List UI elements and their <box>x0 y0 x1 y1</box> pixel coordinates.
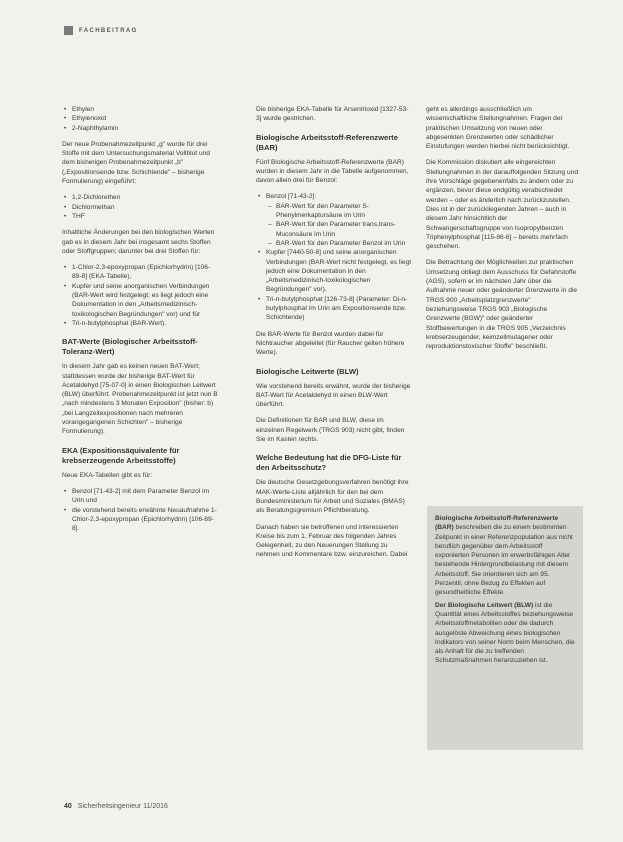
journal-name: Sicherheitsingenieur 11/2016 <box>77 803 168 810</box>
list-item: • Kupfer und seine anorganischen Verbindungen (BAR-Wert wird festgelegt; es liegt jedoch eine Dokumentation in den „Arbeitsmedizinisch-toxikologischen Begründungen" vor) und für <box>72 282 218 319</box>
paragraph: Der neue Probenahmezeitpunkt „g" wurde für drei Stoffe mit dem Untersuchungsmaterial Vollblut und dem bisherigen Probenahmezeitpunkt „b" („Expositionsende bzw. Schichtende" – bisherige Formulierung) eingeführt: <box>62 140 210 186</box>
page-number: 40 <box>64 803 72 810</box>
paragraph: Die bisherige EKA-Tabelle für Arsentrioxid [1327-53-3] wurde gestrichen. <box>256 106 409 123</box>
substance-list-1 <box>62 105 218 133</box>
section-label: FACHBEITRAG <box>79 27 138 34</box>
column-1 <box>62 105 218 540</box>
list-item: • 2-Naphthylamin <box>72 124 218 133</box>
heading-bar: Biologische Arbeitsstoff-Referenzwerte (BAR) <box>256 132 398 152</box>
bar-list <box>256 192 412 322</box>
list-item: • Ethylenoxid <box>72 114 218 123</box>
list-item <box>266 192 412 248</box>
blw-definition-text: ist die Quantität eines Arbeitsstoffes beziehungsweise Arbeitsstoffmetaboliten oder die dadurch ausgelöste Abweichung eines biologischen Indikators von seiner Norm beim Menschen, die als Anhalt für die zu treffenden Schutzmaßnahmen heranzuziehen ist. <box>435 601 575 665</box>
definition-box <box>427 506 583 750</box>
section-header <box>64 26 138 35</box>
paragraph: In diesem Jahr gab es keinen neuen BAT-Wert; stattdessen wurde der bisherige BAT-Wert für Acetaldehyd [75-07-0] in einen Biologischen Leitwert (BLW) überführt. Probenahmezeitpunkt ist jetzt nun B „nach mindestens 3 Monaten Exposition" (bisher: b) „bei Langzeitexpositionen nach mehreren vorangegangenen Schichten" – bisherige Formulierung). <box>62 363 218 436</box>
heading-eka: EKA (Expositionsäquivalente für krebserzeugende Arbeitsstoffe) <box>62 445 180 465</box>
sublist-item: – BAR-Wert für den Parameter Benzol im Urin <box>276 239 412 248</box>
column-2 <box>256 105 412 567</box>
blw-definition-title: Der Biologische Leitwert (BLW) <box>435 601 534 609</box>
benzol-sublist <box>266 202 412 248</box>
heading-bat: BAT-Werte (Biologischer Arbeitsstoff-Toleranz-Wert) <box>62 337 198 357</box>
substance-list-3 <box>62 263 218 328</box>
page-footer <box>64 803 168 810</box>
paragraph: geht es allerdings ausschließlich um wissenschaftliche Stellungnahmen. Fragen der praktischen Umsetzung von neuen oder abgesenkten Grenzwerten oder schädlicher Einstufungen werden hierbei nicht berücksichtigt. <box>426 106 570 151</box>
bar-definition-text: beschreiben die zu einem bestimmten Zeitpunkt in einer Referenzpopulation aus nicht beruflich gegenüber dem Arbeitsstoff exponierten Personen im erwerbsfähigen Alter bestehende Hintergrundbelastung mit diesem Arbeitsstoff. Sie orientieren sich am 95. Perzentil, ohne Bezug zu Effekten auf gesundheitliche Effekte. <box>435 524 573 597</box>
bar-definition-title: Biologische Arbeitsstoff-Referenzwerte (BAR) <box>435 515 559 532</box>
paragraph: Die BAR-Werte für Benzol wurden dabei für Nichtraucher abgeleitet (für Raucher gelten höhere Werte). <box>256 330 405 357</box>
list-item: • Ethylen <box>72 105 218 114</box>
paragraph: Die Kommission diskutiert alle eingereichten Stellungnahmen in der darauffolgenden Sitzung und ihre Vorschläge gegebenenfalls zu ändern oder zu ergänzen, bevor diese endgültig verabschiedet werden – oder es änderlich nach zurückzustellen. Dies ist in der zurückliegenden Jahren – auch in diesem Jahr hinsichtlich der Schwangerschaftsgruppe von Isopropylbenzen Triphenylphosphat [115-86-6] – bereits mehrfach geschehen. <box>426 159 579 251</box>
section-marker <box>64 26 73 35</box>
list-item: • 1,2-Dichlorethen <box>72 193 218 202</box>
paragraph: Fünf Biologische Arbeitsstoff-Referenzwerte (BAR) wurden in diesem Jahr in die Tabelle aufgenommen, davon allein drei für Benzol: <box>256 158 409 185</box>
eka-list <box>62 487 218 533</box>
sublist-item: – BAR-Wert für den Parameter trans,trans-Muconsäure im Urin <box>276 220 412 239</box>
paragraph: Wie vorstehend bereits erwähnt, wurde der bisherige BAT-Wert für Acetaldehyd in einen BLW-Wert überführt. <box>256 382 411 409</box>
substance-list-2 <box>62 193 218 221</box>
paragraph: Inhaltliche Änderungen bei den biologischen Werten gab es in diesem Jahr bei insgesamt sechs Stoffen oder Stoffgruppen; darunter bei drei Stoffen für: <box>62 229 215 255</box>
heading-blw: Biologische Leitwerte (BLW) <box>256 366 359 376</box>
list-item: • Dichlormethan <box>72 203 218 212</box>
list-item: • Benzol [71-43-2] mit dem Parameter Benzol im Urin und <box>72 487 218 506</box>
column-3 <box>426 105 582 358</box>
paragraph: Die deutsche Gesetzgebungsverfahren benötigt ihre MAK-Werte-Liste alljährlich für den bei dem Bundesministerium für Arbeit und Soziales (BMAS) als Beratungsgremium Pflichtberatung. <box>256 479 409 515</box>
paragraph: Die Betrachtung der Möglichkeiten zur praktischen Umsetzung obliegt dem Ausschuss für Gefahrstoffe (AGS), sofern er im nächsten Jahr über die Aufnahme neuer oder geänderter Grenzwerte in die TRGS 900 „Arbeitsplatzgrenzwerte" beziehungsweise TRGS 903 „Biologische Grenzwerte (BGW)" oder geänderter Stoffbewertungen in die TRGS 905 „Verzeichnis krebserzeugender, keimzellmutagener oder reproduktionstoxischer Stoffe" beschließt. <box>426 259 578 351</box>
paragraph: Danach haben sie betroffenen und interessierten Kreise bis zum 1. Februar des folgenden Jahres Gelegenheit, zu den Neuerungen Stellung zu nehmen und Kommentare bzw. einzureichen. Dabei <box>256 523 408 559</box>
list-item: • THF <box>72 212 218 221</box>
list-item: • die vorstehend bereits erwähnte Neuaufnahme 1-Chlor-2,3-epoxypropan (Epichlorhydrin) [106-89-8]. <box>72 506 218 534</box>
paragraph: Neue EKA-Tabellen gibt es für: <box>62 471 153 479</box>
list-item: • 1-Chlor-2,3-epoxypropan (Epichlorhydrin) [106-89-8] (EKA-Tabelle), <box>72 263 218 282</box>
heading-dfg: Welche Bedeutung hat die DFG-Liste für den Arbeitsschutz? <box>256 453 402 473</box>
list-item: • Kupfer [7440-50-8] und seine anorganischen Verbindungen (BAR-Wert nicht festgelegt, es liegt jedoch eine Dokumentation in den „Arbeitsmedizinisch-toxikologischen Begründungen" vor). <box>266 248 412 294</box>
paragraph: Die Definitionen für BAR und BLW, diese im einzelnen Regelwerk (TRGS 903) nicht gibt, finden Sie im Kasten rechts. <box>256 417 405 444</box>
list-item: • Tri-n-butylphosphat (BAR-Wert). <box>72 319 218 328</box>
list-item: • Tri-n-butylphosphat [126-73-8] (Parameter: Di-n-butylphosphat im Urin am Expositionsende bzw. Schichtende) <box>266 295 412 323</box>
blw-definition <box>435 601 575 666</box>
sublist-item: – BAR-Wert für den Parameter S-Phenylmerkaptursäure im Urin <box>276 202 412 221</box>
benzol-label: Benzol [71-43-2]: <box>266 193 317 201</box>
bar-definition <box>435 514 575 598</box>
